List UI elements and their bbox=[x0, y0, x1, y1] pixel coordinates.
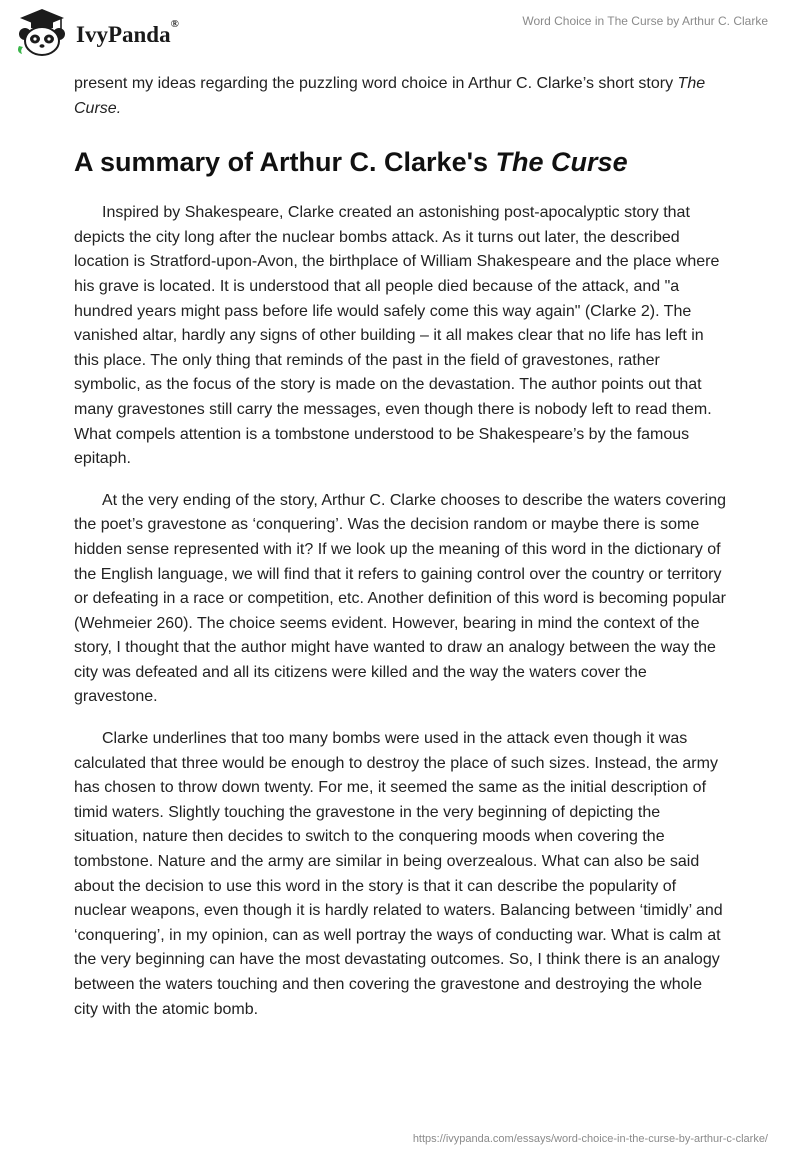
essay-content bbox=[74, 72, 726, 1039]
paragraph-summary: Inspired by Shakespeare, Clarke created an astonishing post-apocalyptic story that depicts the city long after the nuclear bombs attack. As it turns out later, the described location is Stratford-upon-Avon, the birthplace of William Shakespeare and the place where his grave is located. It is understood that all people died because of the attack, and "a hundred years might pass before life would safely come this way again" (Clarke 2). The vanished altar, hardly any signs of other building – it all makes clear that no life has left in this place. The only thing that reminds of the past in the field of gravestones, rather symbolic, as the focus of the story is made on the devastation. The author points out that many gravestones still carry the messages, even though there is nobody left to read them. What compels attention is a tombstone understood to be Shakespeare’s by the famous epitaph. bbox=[74, 204, 720, 468]
intro-story-title: The Curse bbox=[74, 75, 706, 117]
source-url[interactable]: https://ivypanda.com/essays/word-choice-in-the-curse-by-arthur-c-clarke/ bbox=[412, 1133, 768, 1145]
ivypanda-logo[interactable] bbox=[14, 6, 179, 58]
intro-end: . bbox=[116, 99, 122, 117]
heading-text: A summary of Arthur C. Clarke's bbox=[74, 147, 496, 178]
intro-text: present my ideas regarding the puzzling word choice in Arthur C. Clarke’s short story bbox=[74, 75, 678, 92]
intro-paragraph bbox=[74, 72, 726, 121]
panda-graduate-icon bbox=[14, 6, 70, 58]
paragraph-conquering: At the very ending of the story, Arthur C. Clarke chooses to describe the waters covering the poet’s gravestone as ‘conquering’. Was the decision random or maybe there is some hidden sense represented with it? If we look up the meaning of this word in the dictionary of the English language, we will find that it refers to gaining control over the country or territory or defeating in a race or competition, etc. Another definition of this word is becoming popular (Wehmeier 260). The choice seems evident. However, bearing in mind the context of the story, I thought that the author might have wanted to draw an analogy between the way the city was defeated and all its citizens were killed and the way the waters cover the gravestone. bbox=[74, 491, 727, 706]
paragraph-analogy: Clarke underlines that too many bombs were used in the attack even though it was calculated that three would be enough to destroy the place of such sizes. Instead, the army has chosen to throw down twenty. For me, it seemed the same as the initial description of timid waters. Slightly touching the gravestone in the very beginning of depicting the situation, nature then decides to switch to the conquering moods when covering the tombstone. Nature and the army are similar in being overzealous. What can also be said about the decision to use this word in the story is that it can describe the popularity of nuclear weapons, even though it is hardly related to waters. Balancing between ‘timidly’ and ‘conquering’, in my opinion, can as well portray the ways of conducting war. What is calm at the very beginning can have the most devastating outcomes. So, I think there is an analogy between the waters touching and then covering the gravestone and destroying the whole city with the atomic bomb. bbox=[74, 730, 723, 1018]
section-heading bbox=[74, 145, 726, 179]
heading-story-title: The Curse bbox=[495, 147, 628, 178]
page-header bbox=[0, 0, 800, 62]
running-title: Word Choice in The Curse by Arthur C. Clarke bbox=[522, 14, 768, 28]
logo-wordmark: IvyPanda® bbox=[76, 18, 179, 47]
registered-mark: ® bbox=[170, 18, 179, 30]
